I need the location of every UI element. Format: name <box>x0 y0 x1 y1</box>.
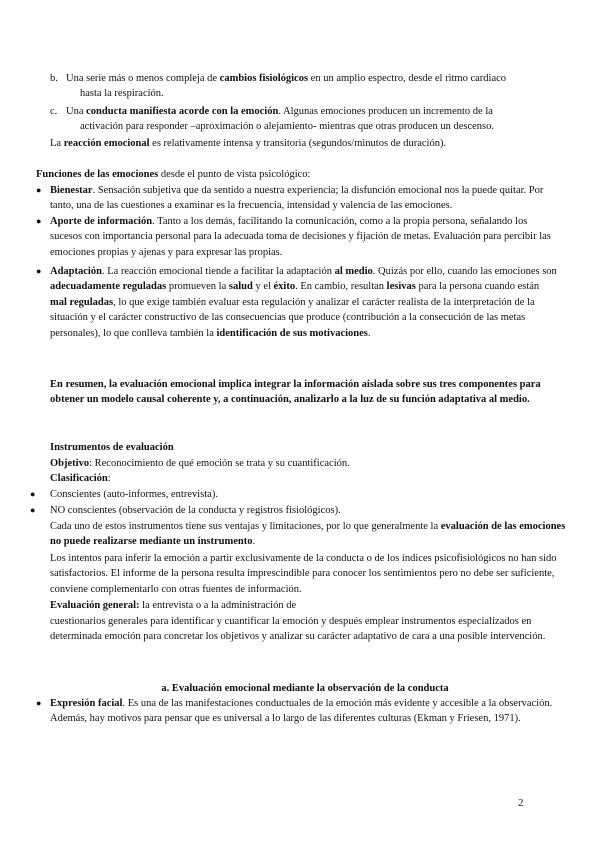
summary-paragraph: En resumen, la evaluación emocional implica integrar la información aislada sobre sus tres componentes para obtener un modelo causal coherente y, a continuación, analizarlo a la luz de su función adaptativa al medio. <box>50 379 541 406</box>
instruments-heading <box>50 440 560 455</box>
text: . Algunas emociones producen un incremento de la <box>278 106 493 117</box>
bold-text: adecuadamente reguladas <box>50 281 167 293</box>
section-a-heading <box>50 681 560 696</box>
text: Una <box>66 106 87 117</box>
text: . La reacción emocional tiende a facilitar la adaptación <box>101 266 335 277</box>
bullet-text <box>36 214 558 260</box>
bold-text: Expresión facial <box>50 698 123 709</box>
objetivo-line <box>50 456 560 471</box>
text: desde el punto de vista psicológico: <box>158 169 311 180</box>
bullet-item-no-conscientes <box>30 503 552 518</box>
bold-text: a. Evaluación emocional mediante la observación de la conducta <box>161 683 449 694</box>
bullet-item-conscientes <box>30 487 552 502</box>
list-marker: b. <box>50 73 58 84</box>
bullet-icon: ● <box>36 185 42 195</box>
text: activación para responder –aproximación o alejamiento- mientras que otras producen un descenso. <box>80 121 495 133</box>
text: en un amplio espectro, desde el ritmo cardiaco <box>308 73 507 84</box>
bold-text: Bienestar <box>50 185 93 196</box>
list-item-b <box>50 71 560 102</box>
bold-text: reacción emocional <box>63 138 150 149</box>
bold-text: Funciones de las emociones <box>36 169 159 180</box>
bold-text: lesivas <box>386 281 416 293</box>
text: . <box>252 536 256 548</box>
bullet-text: NO conscientes (observación de la conducta y registros fisiológicos). <box>50 505 341 516</box>
bullet-text <box>36 264 558 341</box>
text: . Quizás por ello, cuando las emociones son <box>372 266 557 277</box>
text: la entrevista o a la administración de <box>139 600 297 611</box>
bullet-text <box>36 696 558 727</box>
bullet-icon: ● <box>36 216 42 226</box>
bullet-item-expresion-facial <box>36 696 558 727</box>
text: . Tanto a los demás, facilitando la comunicación, como a la propia persona, señalando los sucesos con importancia personal para la adecuada toma de decisiones y fijación de metas. Evaluación para percibir las emociones propias y ajenas y para expresar las propias. <box>50 216 551 258</box>
text: . En cambio, resultan <box>295 281 387 293</box>
text: . Sensación subjetiva que da sentido a nuestra experiencia; la disfunción emocional nos la puede quitar. Por tanto, una de las cuestiones a examinar es la frecuencia, intensidad y valencia de las emociones. <box>50 185 544 212</box>
instruments-paragraph-2: Los intentos para inferir la emoción a partir exclusivamente de la conducta o de los índices psicofisiológicos no han sido satisfactorios. El informe de la persona resulta imprescindible para conocer los sentimientos pero no debe ser suficiente, conviene complementarlo con otras fuentes de información. <box>50 553 557 595</box>
text: , lo que exige también evaluar esta regulación y analizar el carácter realista de la interpretación de la situación y el carácter constructivo de las consecuencias que produce (contribución a la consecución de las metas personales), lo que conlleva también la <box>50 296 535 339</box>
bold-text: Adaptación <box>50 266 102 277</box>
bullet-icon: ● <box>30 489 36 499</box>
bold-text: Clasificación <box>50 473 108 484</box>
bold-text: al medio <box>334 266 373 277</box>
bold-text: Evaluación general: <box>50 600 140 611</box>
bold-text: mal reguladas <box>50 296 114 308</box>
functions-heading <box>36 167 566 182</box>
bullet-icon: ● <box>36 266 42 276</box>
evaluacion-general-paragraph: cuestionarios generales para identificar y cuantificar la emoción y después emplear instrumentos especializados en determinada emoción para concretar los objetivos y analizar su carácter adaptativo de cara a una posible intervención. <box>50 616 546 643</box>
bullet-text: Conscientes (auto-informes, entrevista). <box>50 489 218 500</box>
list-item-c <box>50 104 560 135</box>
page-number: 2 <box>518 797 524 809</box>
bold-text: evaluación de las emociones no puede realizarse mediante un instrumento <box>50 521 566 548</box>
text: promueven la <box>166 281 229 293</box>
bullet-item-aporte <box>36 214 558 260</box>
text: Cada uno de estos instrumentos tiene sus ventajas y limitaciones, por lo que generalmente la <box>50 521 441 532</box>
bold-text: Instrumentos de evaluación <box>50 442 174 453</box>
bold-text: identificación de sus motivaciones <box>216 327 368 339</box>
reaction-paragraph <box>50 136 560 151</box>
text: . Es una de las manifestaciones conductuales de la emoción más evidente y accesible a la observación. Además, hay motivos para pensar que es universal a lo largo de las diferentes culturas (Ekman y Friesen, 1971). <box>50 698 553 725</box>
bullet-icon: ● <box>36 698 42 708</box>
list-marker: c. <box>50 106 58 117</box>
bold-text: Objetivo <box>50 458 90 469</box>
bullet-item-adaptacion <box>36 264 558 341</box>
bold-text: cambios fisiológicos <box>219 73 309 84</box>
clasificacion-line <box>50 471 560 486</box>
bold-text: conducta manifiesta acorde con la emoción <box>86 106 279 117</box>
bullet-icon: ● <box>30 505 36 515</box>
text: y el <box>252 281 274 293</box>
bold-text: Aporte de información <box>50 216 153 227</box>
text: Una serie más o menos compleja de <box>66 73 220 84</box>
bold-text: éxito <box>273 281 296 293</box>
text: es relativamente intensa y transitoria (segundos/minutos de duración). <box>149 138 447 149</box>
text: . <box>367 327 371 339</box>
text: : Reconocimiento de qué emoción se trata y su cuantificación. <box>89 458 350 469</box>
text: : <box>107 473 111 484</box>
bullet-text <box>36 183 558 214</box>
bullet-item-bienestar <box>36 183 558 214</box>
text: hasta la respiración. <box>80 88 164 100</box>
text: La <box>50 138 64 149</box>
evaluacion-general-line <box>50 598 570 613</box>
text: para la persona cuando están <box>415 281 540 293</box>
instruments-paragraph-1 <box>50 519 570 550</box>
bold-text: salud <box>228 281 253 293</box>
